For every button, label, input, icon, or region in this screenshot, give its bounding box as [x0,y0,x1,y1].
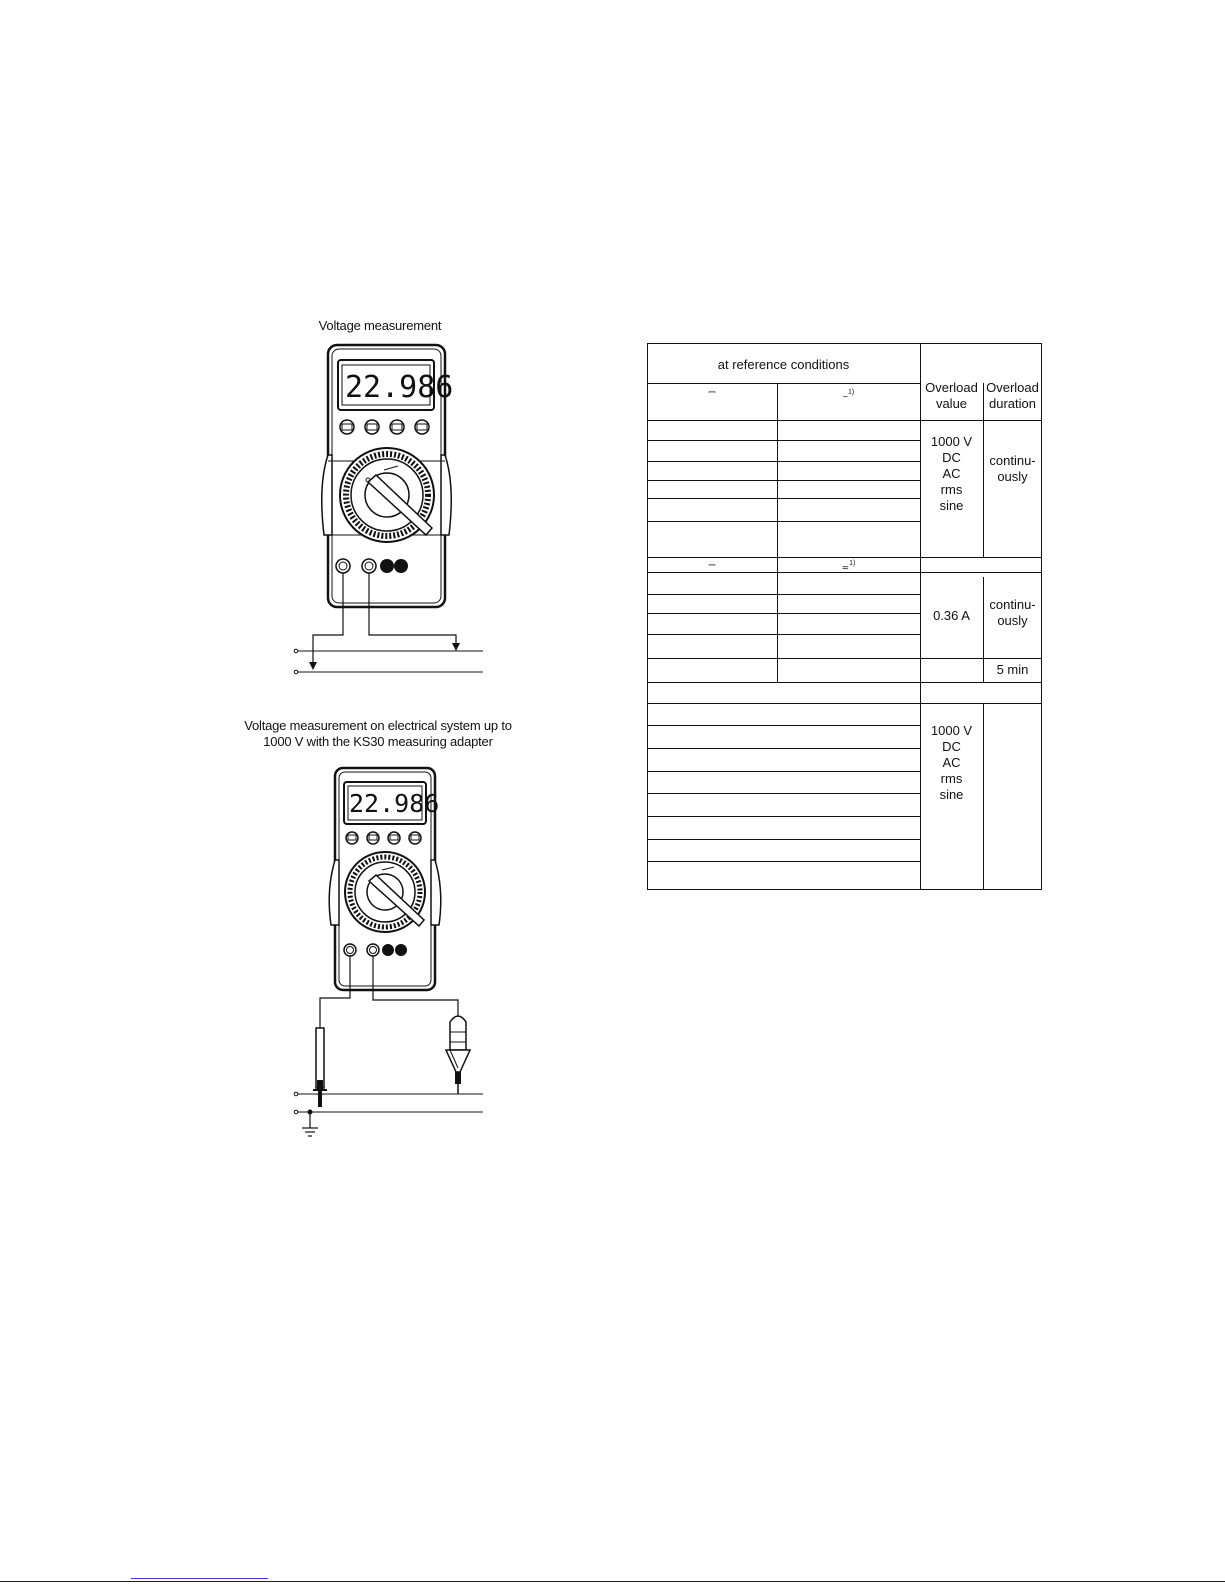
duration-line: ously [997,613,1028,628]
overload-value-header-text: Overload value [925,380,978,411]
table-rule [647,498,920,499]
current-overload-value [920,608,983,624]
display-reading: 22.986 [349,789,440,818]
table-rule [647,839,920,840]
other-overload-value [920,723,983,803]
value-line: DC [942,450,961,465]
display-reading: 22.986 [345,370,454,405]
dc-column-header [647,383,777,400]
ks30-adapter [446,1016,470,1094]
input-jacks [336,559,408,573]
header-title [647,357,920,373]
table-rule [647,771,920,772]
footnote-ref: 1) [848,389,855,396]
figure1-caption [280,318,480,334]
header-title-text: at reference conditions [717,357,850,372]
table-rule [647,703,1042,704]
table-rule [647,861,920,862]
ground-icon [302,1128,318,1136]
table-rule [647,420,1042,421]
figure2-caption-line1: Voltage measurement on electrical system up to [244,718,512,733]
current-overload-duration [983,597,1042,629]
table-rule [647,480,920,481]
value-line: rms [940,482,963,497]
rotary-dial [345,852,425,932]
acdc-symbol-icon: ≂ [841,562,850,573]
overload-value-header [920,380,983,412]
dc-symbol-icon: ⎓ [708,560,716,570]
overload-capacity-table [647,343,1042,890]
acdc-current-header [777,558,920,573]
table-rule [647,658,1042,659]
table-rule [647,725,920,726]
value-line: sine [939,498,964,513]
table-rule [647,634,920,635]
last-duration-text: 5 min [996,662,1029,677]
table-divider [983,703,984,890]
duration-line: ously [997,469,1028,484]
duration-line: continu- [989,597,1036,612]
multimeter-illustration [329,768,441,990]
voltage-overload-duration [983,453,1042,485]
value-line: DC [942,739,961,754]
duration-line: continu- [989,453,1036,468]
table-rule [647,748,920,749]
footnote-ref: 1) [849,560,856,567]
rotary-dial [340,448,434,542]
table-rule [647,816,920,817]
table-rule [647,461,920,462]
footer-rule [0,1581,1225,1582]
figure1-caption-text: Voltage measurement [318,318,442,333]
value-line: rms [940,771,963,786]
overload-duration-header-text: Overload duration [986,380,1039,411]
ks30-measurement-diagram [280,760,490,1155]
dc-symbol-icon: ⎓ [708,387,716,397]
current-overload-value-text: 0.36 A [933,608,970,623]
table-rule [647,521,920,522]
value-line: AC [942,466,961,481]
ac-symbol-icon: ~ [842,391,849,402]
ac-column-header [777,385,920,404]
voltage-measurement-diagram [280,335,490,680]
value-line: sine [939,787,964,802]
dc-current-header [647,558,777,571]
value-line: AC [942,755,961,770]
table-rule [647,613,920,614]
footer-link-underline[interactable] [131,1578,268,1579]
overload-duration-header [983,380,1042,412]
multimeter-illustration [322,345,454,607]
input-jacks [344,944,407,956]
table-rule [647,682,1042,683]
value-line: 1000 V [930,434,973,449]
table-divider [777,383,778,682]
figure2-caption [230,718,526,750]
table-rule [647,594,920,595]
test-probe [313,1028,327,1107]
value-line: 1000 V [930,723,973,738]
current-last-duration [983,662,1042,678]
table-rule [647,440,920,441]
table-rule [647,793,920,794]
figure2-caption-line2: 1000 V with the KS30 measuring adapter [263,734,493,749]
voltage-overload-value [920,434,983,514]
